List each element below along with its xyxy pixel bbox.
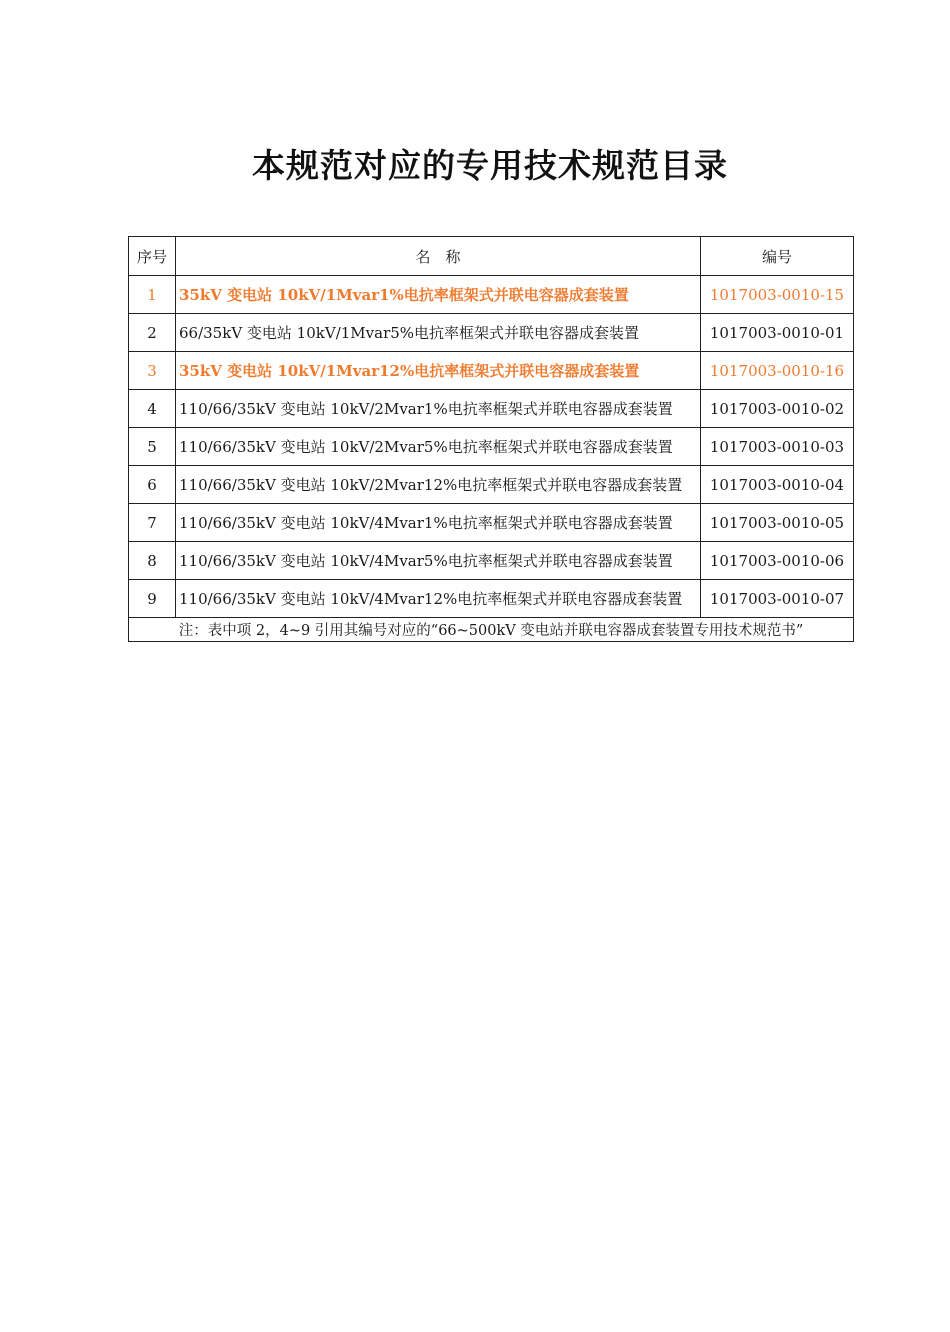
table-row [129, 352, 854, 390]
row-code: 1017003-0010-15 [701, 276, 854, 314]
row-code: 1017003-0010-05 [701, 504, 854, 542]
table-note-row [129, 618, 854, 642]
table-note: 注：表中项 2，4~9 引用其编号对应的“66~500kV 变电站并联电容器成套装置专用技术规范书” [129, 618, 854, 642]
row-no: 5 [129, 428, 176, 466]
row-code: 1017003-0010-02 [701, 390, 854, 428]
row-name: 66/35kV 变电站 10kV/1Mvar5%电抗率框架式并联电容器成套装置 [176, 314, 701, 352]
table-row [129, 466, 854, 504]
table-row [129, 428, 854, 466]
row-code: 1017003-0010-06 [701, 542, 854, 580]
row-name: 35kV 变电站 10kV/1Mvar12%电抗率框架式并联电容器成套装置 [176, 352, 701, 390]
row-name: 110/66/35kV 变电站 10kV/2Mvar1%电抗率框架式并联电容器成套装置 [176, 390, 701, 428]
row-name: 110/66/35kV 变电站 10kV/4Mvar5%电抗率框架式并联电容器成套装置 [176, 542, 701, 580]
table-row [129, 504, 854, 542]
table-row [129, 276, 854, 314]
row-code: 1017003-0010-04 [701, 466, 854, 504]
row-code: 1017003-0010-07 [701, 580, 854, 618]
row-no: 7 [129, 504, 176, 542]
table-row [129, 390, 854, 428]
table-row [129, 542, 854, 580]
row-no: 6 [129, 466, 176, 504]
row-no: 4 [129, 390, 176, 428]
row-name: 110/66/35kV 变电站 10kV/2Mvar12%电抗率框架式并联电容器成套装置 [176, 466, 701, 504]
row-code: 1017003-0010-16 [701, 352, 854, 390]
page-title: 本规范对应的专用技术规范目录 [252, 146, 728, 185]
header-no: 序号 [129, 237, 176, 276]
row-no: 2 [129, 314, 176, 352]
spec-catalog-table [128, 236, 854, 642]
row-name: 110/66/35kV 变电站 10kV/2Mvar5%电抗率框架式并联电容器成套装置 [176, 428, 701, 466]
row-name: 110/66/35kV 变电站 10kV/4Mvar1%电抗率框架式并联电容器成套装置 [176, 504, 701, 542]
row-code: 1017003-0010-01 [701, 314, 854, 352]
row-name: 110/66/35kV 变电站 10kV/4Mvar12%电抗率框架式并联电容器成套装置 [176, 580, 701, 618]
row-no: 3 [129, 352, 176, 390]
row-no: 8 [129, 542, 176, 580]
table-row [129, 580, 854, 618]
row-no: 9 [129, 580, 176, 618]
header-code: 编号 [701, 237, 854, 276]
table-row [129, 314, 854, 352]
row-name: 35kV 变电站 10kV/1Mvar1%电抗率框架式并联电容器成套装置 [176, 276, 701, 314]
header-name: 名 称 [176, 237, 701, 276]
table-header-row [129, 237, 854, 276]
row-code: 1017003-0010-03 [701, 428, 854, 466]
row-no: 1 [129, 276, 176, 314]
